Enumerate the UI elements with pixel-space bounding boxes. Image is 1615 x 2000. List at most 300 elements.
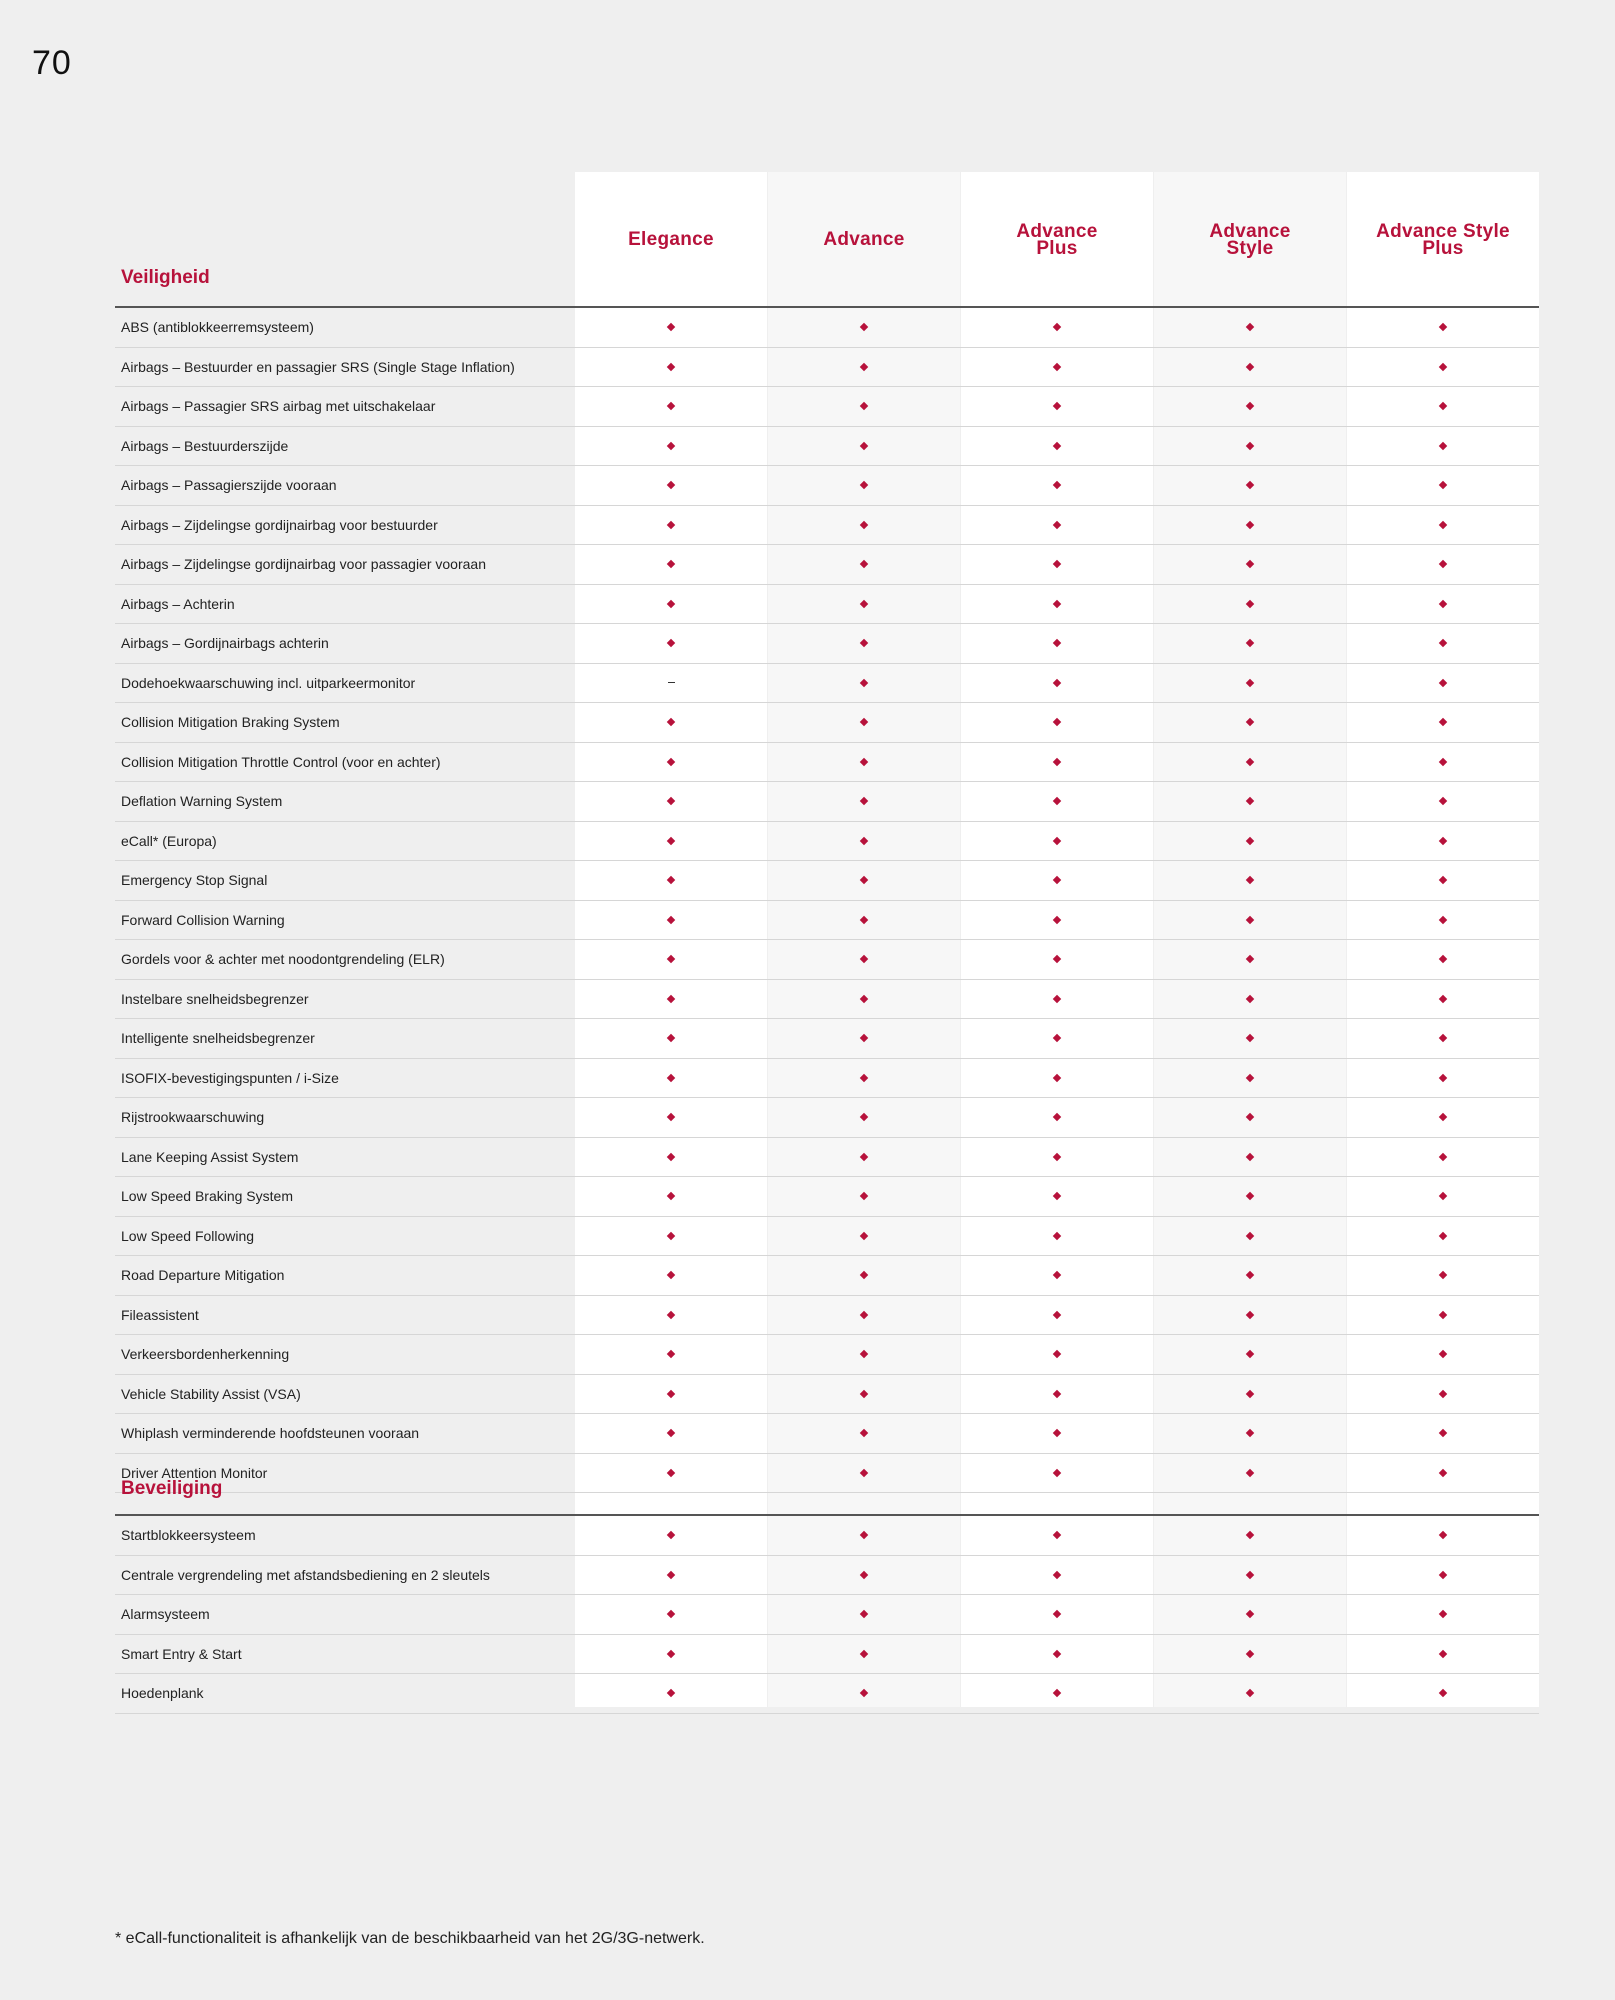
availability-cell [768, 1138, 960, 1177]
availability-cell [768, 901, 960, 940]
standard-diamond-icon [1439, 1192, 1447, 1200]
availability-cell [1154, 1414, 1346, 1453]
table-row [115, 1138, 1539, 1178]
standard-diamond-icon [1439, 1469, 1447, 1477]
standard-diamond-icon [1439, 758, 1447, 766]
standard-diamond-icon [1246, 639, 1254, 647]
availability-cell [1154, 387, 1346, 426]
table-row [115, 1059, 1539, 1099]
standard-diamond-icon [1246, 718, 1254, 726]
availability-cell [575, 427, 767, 466]
availability-cell [1154, 308, 1346, 347]
availability-cell [575, 1098, 767, 1137]
availability-cell [961, 1375, 1153, 1414]
standard-diamond-icon [667, 916, 675, 924]
availability-cell [1347, 664, 1539, 703]
availability-cell [575, 1635, 767, 1674]
standard-diamond-icon [1246, 1689, 1254, 1697]
availability-cell [961, 1177, 1153, 1216]
feature-label: Startblokkeersysteem [121, 1527, 256, 1543]
table-row [115, 1019, 1539, 1059]
standard-diamond-icon [1053, 560, 1061, 568]
feature-label: Driver Attention Monitor [121, 1464, 268, 1481]
standard-diamond-icon [1439, 1232, 1447, 1240]
standard-diamond-icon [1053, 639, 1061, 647]
availability-cell [768, 1217, 960, 1256]
availability-cell [1154, 743, 1346, 782]
standard-diamond-icon [1439, 639, 1447, 647]
availability-cell [768, 308, 960, 347]
standard-diamond-icon [1053, 1571, 1061, 1579]
standard-diamond-icon [860, 1271, 868, 1279]
feature-label: Rijstrookwaarschuwing [121, 1109, 265, 1125]
availability-cell [1347, 348, 1539, 387]
feature-label: Whiplash verminderende hoofdsteunen vooraan [121, 1425, 420, 1441]
availability-cell [575, 1019, 767, 1058]
standard-diamond-icon [1053, 1311, 1061, 1319]
standard-diamond-icon [667, 1429, 675, 1437]
availability-cell [961, 901, 1153, 940]
standard-diamond-icon [1053, 1650, 1061, 1658]
standard-diamond-icon [667, 1390, 675, 1398]
standard-diamond-icon [1439, 916, 1447, 924]
table-row [115, 1414, 1539, 1454]
feature-label: Road Departure Mitigation [121, 1267, 285, 1283]
standard-diamond-icon [667, 1074, 675, 1082]
availability-cell [768, 940, 960, 979]
table-row [115, 980, 1539, 1020]
availability-cell [1154, 940, 1346, 979]
standard-diamond-icon [667, 639, 675, 647]
column-header-advance-style-plus: Advance Style Plus [1376, 220, 1510, 259]
availability-cell [1154, 1177, 1346, 1216]
availability-cell [768, 743, 960, 782]
availability-cell [575, 1674, 767, 1713]
table-row [115, 585, 1539, 625]
standard-diamond-icon [1053, 1429, 1061, 1437]
standard-diamond-icon [667, 876, 675, 884]
standard-diamond-icon [1053, 1113, 1061, 1121]
standard-diamond-icon [1053, 481, 1061, 489]
availability-cell [575, 1217, 767, 1256]
availability-cell [1347, 585, 1539, 624]
standard-diamond-icon [1246, 521, 1254, 529]
availability-cell [575, 1296, 767, 1335]
feature-label: Intelligente snelheidsbegrenzer [121, 1030, 315, 1046]
standard-diamond-icon [1246, 442, 1254, 450]
availability-cell [961, 585, 1153, 624]
availability-cell [961, 308, 1153, 347]
availability-cell [1154, 822, 1346, 861]
standard-diamond-icon [860, 876, 868, 884]
standard-diamond-icon [1439, 1311, 1447, 1319]
feature-label: Vehicle Stability Assist (VSA) [121, 1385, 301, 1402]
standard-diamond-icon [1246, 1469, 1254, 1477]
availability-cell [768, 664, 960, 703]
feature-label: Airbags – Gordijnairbags achterin [121, 635, 329, 651]
availability-cell [961, 664, 1153, 703]
availability-cell [1154, 1296, 1346, 1335]
availability-cell [575, 348, 767, 387]
availability-cell [768, 1019, 960, 1058]
availability-cell [961, 506, 1153, 545]
availability-cell [961, 822, 1153, 861]
availability-cell [1347, 1414, 1539, 1453]
availability-cell [1347, 703, 1539, 742]
feature-label: Smart Entry & Start [121, 1645, 242, 1662]
availability-cell [1347, 861, 1539, 900]
availability-cell [961, 743, 1153, 782]
standard-diamond-icon [1053, 1350, 1061, 1358]
standard-diamond-icon [860, 758, 868, 766]
availability-cell [1347, 1335, 1539, 1374]
table-row [115, 427, 1539, 467]
standard-diamond-icon [1439, 837, 1447, 845]
standard-diamond-icon [860, 639, 868, 647]
availability-cell [1347, 1556, 1539, 1595]
standard-diamond-icon [1246, 1192, 1254, 1200]
standard-diamond-icon [860, 1650, 868, 1658]
availability-cell [575, 466, 767, 505]
standard-diamond-icon [1439, 797, 1447, 805]
availability-cell [961, 1595, 1153, 1634]
standard-diamond-icon [860, 1429, 868, 1437]
standard-diamond-icon [1246, 1074, 1254, 1082]
feature-label: Gordels voor & achter met noodontgrendeling (ELR) [121, 951, 445, 967]
standard-diamond-icon [860, 995, 868, 1003]
availability-cell [575, 1414, 767, 1453]
availability-cell [1154, 1059, 1346, 1098]
standard-diamond-icon [860, 718, 868, 726]
standard-diamond-icon [1439, 1074, 1447, 1082]
availability-cell [1347, 1098, 1539, 1137]
availability-cell [961, 1217, 1153, 1256]
availability-cell [961, 1138, 1153, 1177]
availability-cell [1154, 427, 1346, 466]
availability-cell [575, 1556, 767, 1595]
availability-cell [575, 861, 767, 900]
feature-label: eCall* (Europa) [121, 832, 217, 849]
feature-label: Airbags – Bestuurder en passagier SRS (Single Stage Inflation) [121, 358, 515, 375]
standard-diamond-icon [860, 442, 868, 450]
standard-diamond-icon [1246, 1153, 1254, 1161]
feature-label: Alarmsysteem [121, 1606, 210, 1622]
standard-diamond-icon [667, 1311, 675, 1319]
availability-cell [768, 1556, 960, 1595]
feature-label: Forward Collision Warning [121, 911, 285, 928]
availability-cell [1347, 1059, 1539, 1098]
table-row [115, 348, 1539, 388]
standard-diamond-icon [1439, 481, 1447, 489]
availability-cell [1154, 624, 1346, 663]
availability-cell [575, 1595, 767, 1634]
availability-cell [575, 624, 767, 663]
standard-diamond-icon [667, 1271, 675, 1279]
standard-diamond-icon [1439, 521, 1447, 529]
availability-cell [961, 624, 1153, 663]
standard-diamond-icon [1053, 1610, 1061, 1618]
availability-cell [1154, 1217, 1346, 1256]
standard-diamond-icon [860, 916, 868, 924]
availability-cell [1154, 506, 1346, 545]
standard-diamond-icon [667, 521, 675, 529]
standard-diamond-icon [1439, 1571, 1447, 1579]
availability-cell [575, 703, 767, 742]
availability-cell [768, 1256, 960, 1295]
standard-diamond-icon [667, 442, 675, 450]
standard-diamond-icon [860, 1571, 868, 1579]
standard-diamond-icon [1439, 876, 1447, 884]
availability-cell [961, 1296, 1153, 1335]
standard-diamond-icon [1439, 1350, 1447, 1358]
availability-cell [1347, 1296, 1539, 1335]
feature-label: Centrale vergrendeling met afstandsbediening en 2 sleutels [121, 1566, 490, 1583]
standard-diamond-icon [860, 1232, 868, 1240]
standard-diamond-icon [667, 1689, 675, 1697]
availability-cell [768, 1595, 960, 1634]
standard-diamond-icon [1439, 1650, 1447, 1658]
standard-diamond-icon [1439, 442, 1447, 450]
table-row [115, 1454, 1539, 1494]
availability-cell [1347, 1256, 1539, 1295]
availability-cell [1347, 822, 1539, 861]
standard-diamond-icon [1246, 1610, 1254, 1618]
availability-cell [768, 1414, 960, 1453]
standard-diamond-icon [1053, 600, 1061, 608]
table-row [115, 1595, 1539, 1635]
standard-diamond-icon [1439, 323, 1447, 331]
standard-diamond-icon [860, 1153, 868, 1161]
availability-cell [961, 1335, 1153, 1374]
feature-label: Low Speed Following [121, 1227, 255, 1244]
availability-cell [1154, 1454, 1346, 1493]
availability-cell [1347, 1375, 1539, 1414]
standard-diamond-icon [1439, 560, 1447, 568]
standard-diamond-icon [860, 481, 868, 489]
column-header-advance: Advance [823, 229, 905, 250]
feature-table-veiligheid [115, 308, 1539, 1493]
standard-diamond-icon [1246, 363, 1254, 371]
standard-diamond-icon [1246, 1271, 1254, 1279]
availability-cell [961, 1674, 1153, 1713]
standard-diamond-icon [1246, 1571, 1254, 1579]
availability-cell [1154, 545, 1346, 584]
availability-cell [768, 1335, 960, 1374]
standard-diamond-icon [1053, 718, 1061, 726]
table-row [115, 1335, 1539, 1375]
availability-cell [961, 1635, 1153, 1674]
availability-cell [1347, 940, 1539, 979]
availability-cell [1154, 348, 1346, 387]
standard-diamond-icon [1439, 1429, 1447, 1437]
feature-label: ISOFIX-bevestigingspunten / i-Size [121, 1069, 339, 1086]
availability-cell [1154, 664, 1346, 703]
standard-diamond-icon [860, 600, 868, 608]
availability-cell [961, 782, 1153, 821]
table-row [115, 1177, 1539, 1217]
standard-diamond-icon [1053, 797, 1061, 805]
availability-cell [768, 703, 960, 742]
availability-cell [961, 387, 1153, 426]
availability-cell [575, 506, 767, 545]
availability-cell [768, 545, 960, 584]
table-row [115, 308, 1539, 348]
availability-cell [575, 980, 767, 1019]
availability-cell [1347, 1595, 1539, 1634]
feature-label: ABS (antiblokkeerremsysteem) [121, 319, 314, 335]
availability-cell [961, 348, 1153, 387]
table-row [115, 1296, 1539, 1336]
standard-diamond-icon [1246, 323, 1254, 331]
column-header-advance-plus: Advance Plus [1016, 220, 1098, 259]
standard-diamond-icon [1053, 442, 1061, 450]
availability-cell [1154, 901, 1346, 940]
standard-diamond-icon [1053, 1469, 1061, 1477]
section-title-veiligheid: Veiligheid [121, 267, 210, 288]
standard-diamond-icon [1439, 955, 1447, 963]
standard-diamond-icon [1439, 1271, 1447, 1279]
standard-diamond-icon [667, 1610, 675, 1618]
standard-diamond-icon [667, 1571, 675, 1579]
availability-cell [1347, 1674, 1539, 1713]
standard-diamond-icon [860, 679, 868, 687]
standard-diamond-icon [1439, 1113, 1447, 1121]
standard-diamond-icon [1246, 1113, 1254, 1121]
availability-cell [768, 506, 960, 545]
availability-cell [961, 1098, 1153, 1137]
feature-label: Airbags – Achterin [121, 595, 235, 612]
feature-label: Airbags – Passagierszijde vooraan [121, 477, 337, 493]
table-row [115, 703, 1539, 743]
availability-cell [575, 1177, 767, 1216]
feature-label: Airbags – Passagier SRS airbag met uitschakelaar [121, 398, 436, 414]
standard-diamond-icon [1246, 402, 1254, 410]
standard-diamond-icon [1246, 481, 1254, 489]
standard-diamond-icon [1053, 1153, 1061, 1161]
standard-diamond-icon [1246, 1429, 1254, 1437]
standard-diamond-icon [1439, 363, 1447, 371]
availability-cell [1154, 1335, 1346, 1374]
column-header-advance-style: Advance Style [1209, 220, 1291, 259]
availability-cell [768, 1516, 960, 1555]
standard-diamond-icon [667, 1113, 675, 1121]
standard-diamond-icon [1246, 1350, 1254, 1358]
feature-label: Dodehoekwaarschuwing incl. uitparkeermonitor [121, 674, 416, 691]
standard-diamond-icon [1053, 758, 1061, 766]
availability-cell [961, 980, 1153, 1019]
availability-cell [961, 1556, 1153, 1595]
availability-cell [1347, 1138, 1539, 1177]
standard-diamond-icon [667, 402, 675, 410]
availability-cell [1154, 1674, 1346, 1713]
availability-cell [1154, 1635, 1346, 1674]
standard-diamond-icon [1053, 1390, 1061, 1398]
availability-cell [1347, 545, 1539, 584]
availability-cell [768, 1635, 960, 1674]
feature-label: Instelbare snelheidsbegrenzer [121, 990, 309, 1007]
feature-table-beveiliging [115, 1516, 1539, 1714]
feature-label: Fileassistent [121, 1306, 199, 1323]
availability-cell [1154, 466, 1346, 505]
standard-diamond-icon [1053, 1192, 1061, 1200]
standard-diamond-icon [860, 363, 868, 371]
standard-diamond-icon [860, 797, 868, 805]
feature-label: Airbags – Zijdelingse gordijnairbag voor bestuurder [121, 516, 438, 533]
standard-diamond-icon [860, 1034, 868, 1042]
availability-cell [575, 1335, 767, 1374]
table-row [115, 1516, 1539, 1556]
standard-diamond-icon [860, 1531, 868, 1539]
availability-cell [1154, 1019, 1346, 1058]
availability-cell [575, 308, 767, 347]
standard-diamond-icon [667, 1469, 675, 1477]
availability-cell [961, 1516, 1153, 1555]
availability-cell [1347, 782, 1539, 821]
standard-diamond-icon [667, 1650, 675, 1658]
page-number: 70 [32, 44, 72, 82]
availability-cell [575, 822, 767, 861]
standard-diamond-icon [1246, 600, 1254, 608]
feature-label: Airbags – Zijdelingse gordijnairbag voor passagier vooraan [121, 556, 486, 572]
availability-cell [575, 1516, 767, 1555]
standard-diamond-icon [860, 1192, 868, 1200]
availability-cell [1154, 1375, 1346, 1414]
standard-diamond-icon [860, 560, 868, 568]
availability-cell [1154, 1516, 1346, 1555]
availability-cell [1154, 1138, 1346, 1177]
availability-cell [575, 1454, 767, 1493]
availability-cell [1347, 624, 1539, 663]
standard-diamond-icon [667, 323, 675, 331]
standard-diamond-icon [1053, 402, 1061, 410]
feature-label: Collision Mitigation Throttle Control (voor en achter) [121, 753, 441, 770]
availability-cell [1154, 1256, 1346, 1295]
availability-cell [1154, 1098, 1346, 1137]
availability-cell [961, 703, 1153, 742]
standard-diamond-icon [1439, 1689, 1447, 1697]
table-row [115, 387, 1539, 427]
standard-diamond-icon [667, 1192, 675, 1200]
standard-diamond-icon [1246, 679, 1254, 687]
standard-diamond-icon [1439, 1610, 1447, 1618]
availability-cell [768, 348, 960, 387]
not-available-dash-icon [668, 682, 675, 683]
availability-cell [961, 466, 1153, 505]
availability-cell [575, 1256, 767, 1295]
standard-diamond-icon [860, 837, 868, 845]
table-row [115, 1635, 1539, 1675]
standard-diamond-icon [1053, 1034, 1061, 1042]
availability-cell [768, 822, 960, 861]
availability-cell [1347, 1516, 1539, 1555]
table-row [115, 506, 1539, 546]
standard-diamond-icon [1439, 600, 1447, 608]
availability-cell [575, 387, 767, 426]
section-title-beveiliging: Beveiliging [121, 1478, 223, 1499]
standard-diamond-icon [1439, 995, 1447, 1003]
table-row [115, 1256, 1539, 1296]
standard-diamond-icon [860, 402, 868, 410]
availability-cell [1347, 980, 1539, 1019]
availability-cell [961, 545, 1153, 584]
standard-diamond-icon [1053, 363, 1061, 371]
standard-diamond-icon [860, 1113, 868, 1121]
availability-cell [1154, 703, 1346, 742]
availability-cell [1347, 387, 1539, 426]
availability-cell [768, 466, 960, 505]
availability-cell [1347, 1217, 1539, 1256]
standard-diamond-icon [1246, 1034, 1254, 1042]
